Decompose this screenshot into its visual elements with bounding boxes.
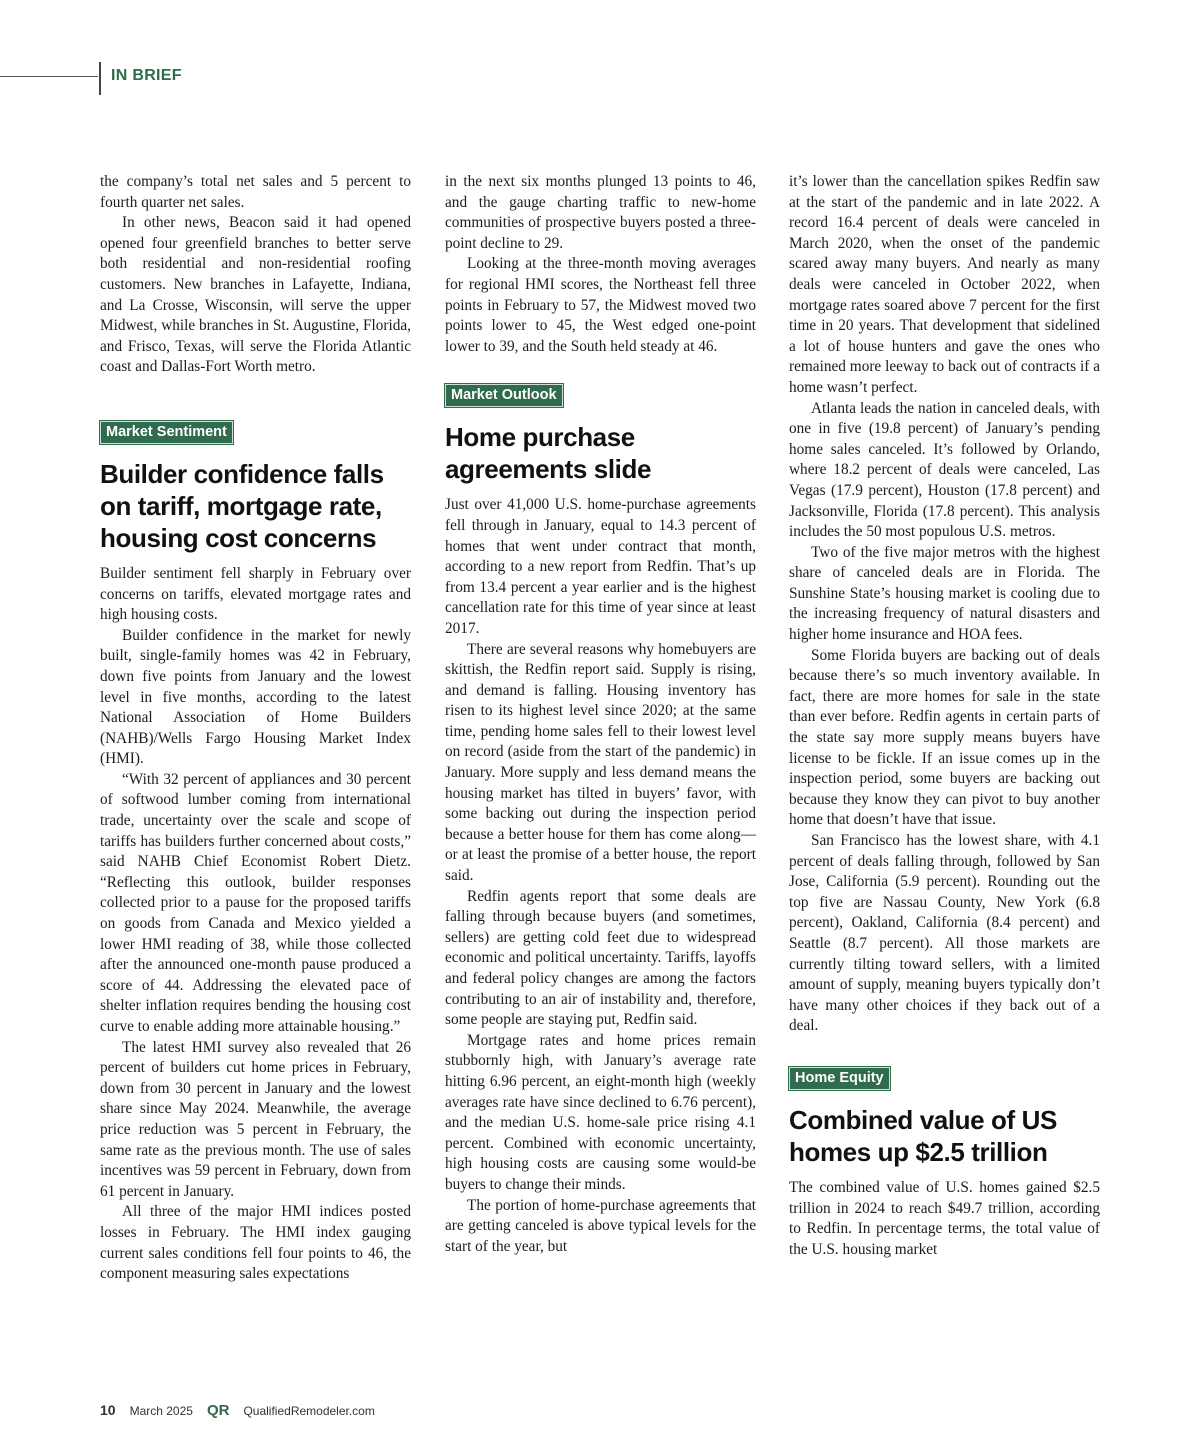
column-1 — [100, 172, 411, 1285]
paragraph: Some Florida buyers are backing out of deals because there’s so much inventory available. In fact, there are more homes for sale in the state than ever before. Redfin agents in certain parts of the state say more supply means buyers have license to be fickle. If an issue comes up in the inspection period, some buyers are backing out because they know they can pivot to buy another home that doesn’t have that issue. — [789, 646, 1100, 829]
paragraph: The portion of home-purchase agreements that are getting canceled is above typical levels for the start of the year, but — [445, 1196, 756, 1255]
paragraph: The combined value of U.S. homes gained $2.5 trillion in 2024 to reach $49.7 trillion, according to Redfin. In percentage terms, the total value of the U.S. housing market — [789, 1178, 1100, 1258]
paragraph: Two of the five major metros with the highest share of canceled deals are in Florida. The Sunshine State’s housing market is cooling due to the increasing frequency of natural disasters and higher home insurance and HOA fees. — [789, 543, 1100, 644]
paragraph: All three of the major HMI indices posted losses in February. The HMI index gauging current sales conditions fell four points to 46, the component measuring sales expectations — [100, 1203, 411, 1283]
paragraph: The latest HMI survey also revealed that 26 percent of builders cut home prices in February, down from 30 percent in January and the lowest share since May 2024. Meanwhile, the average price reduction was 5 percent in February, the same rate as the previous month. The use of sales incentives was 59 percent in February, down from 61 percent in January. — [100, 1038, 411, 1200]
paragraph: Looking at the three-month moving averages for regional HMI scores, the Northeast fell three points in February to 57, the Midwest moved two points lower to 45, the West edged one-point lower to 39, and the South held steady at 46. — [445, 255, 756, 355]
paragraph: In other news, Beacon said it had opened opened four greenfield branches to better serve both residential and non-residential roofing customers. New branches in Lafayette, Indiana, and La Crosse, Wisconsin, will serve the upper Midwest, while branches in St. Augustine, Florida, and Frisco, Texas, will serve the Florida Atlantic coast and Dallas-Fort Worth metro. — [100, 214, 412, 376]
paragraph: Atlanta leads the nation in canceled deals, with one in five (19.8 percent) of January’s pending home sales canceled. It’s followed by Orlando, where 18.2 percent of deals were canceled, Las Vegas (17.9 percent), Houston (17.8 percent) and Jacksonville, Florida (17.8 percent). This analysis includes the 50 most populous U.S. metros. — [789, 399, 1100, 541]
header-rule — [0, 76, 98, 77]
paragraph: Redfin agents report that some deals are falling through because buyers (and sometimes, sellers) are getting cold feet due to widespread economic and political uncertainty. Tariffs, layoffs and federal policy changes are among the factors contributing to an air of instability and, therefore, some people are staying put, Redfin said. — [445, 887, 756, 1029]
paragraph: Builder sentiment fell sharply in February over concerns on tariffs, elevated mortgage rates and high housing costs. — [100, 564, 411, 624]
paragraph: the company’s total net sales and 5 percent to fourth quarter net sales. — [100, 173, 411, 211]
header-divider — [99, 62, 101, 95]
paragraph: Builder confidence in the market for newly built, single-family homes was 42 in February, down five points from January and the lowest level in five months, according to the latest National Association of Home Builders (NAHB)/Wells Fargo Housing Market Index (HMI). — [100, 626, 411, 768]
category-tag: Market Sentiment — [100, 421, 233, 444]
category-tag: Home Equity — [789, 1067, 890, 1090]
website-link[interactable]: QualifiedRemodeler.com — [243, 1404, 375, 1418]
section-label: IN BRIEF — [111, 67, 182, 84]
magazine-logo: QR — [206, 1402, 230, 1419]
paragraph: “With 32 percent of appliances and 30 percent of softwood lumber coming from international trade, uncertainty over the scale and scope of tariffs has builders further concerned about costs,” said NAHB Chief Economist Robert Dietz. “Reflecting this outlook, builder responses collected prior to a pause for the proposed tariffs on goods from Canada and Mexico yielded a lower HMI reading of 38, while those collected after the announced one-month pause produced a score of 44. Addressing the elevated pace of shelter inflation requires bending the housing cost curve to enable adding more attainable housing.” — [100, 770, 411, 1035]
article-headline: Combined value of US homes up $2.5 trillion — [789, 1104, 1057, 1167]
column-2 — [445, 172, 756, 1257]
article-headline: Builder confidence falls on tariff, mortgage rate, housing cost concerns — [100, 458, 384, 553]
issue-date: March 2025 — [129, 1404, 193, 1418]
column-3 — [789, 172, 1100, 1260]
paragraph: There are several reasons why homebuyers are skittish, the Redfin report said. Supply is rising, and demand is falling. Housing inventory has risen to its highest level since 2020; at the same time, pending home sales fell to their lowest level on record (aside from the start of the pandemic) in January. More supply and less demand means the housing market has tilted in buyers’ favor, with some backing out during the inspection period because a better house for them has come along—or at least the promise of a better house, the report said. — [445, 640, 756, 885]
paragraph: it’s lower than the cancellation spikes Redfin saw at the start of the pandemic and in late 2022. A record 16.4 percent of deals were canceled in March 2020, when the onset of the pandemic scared away many buyers. And nearly as many deals were canceled in October 2022, when mortgage rates soared above 7 percent for the first time in 20 years. That development that sidelined a lot of house hunters and gave the ones who remained more leeway to back out of contracts if a home wasn’t perfect. — [789, 173, 1100, 396]
page-number: 10 — [100, 1402, 116, 1418]
category-tag: Market Outlook — [445, 384, 563, 407]
article-headline: Home purchase agreements slide — [445, 422, 652, 485]
paragraph: Mortgage rates and home prices remain stubbornly high, with January’s average rate hitting 6.96 percent, an eight-month high (weekly averages rate have since declined to 6.76 percent), and the median U.S. home-sale price rising 4.1 percent. Combined with economic uncertainty, high housing costs are causing some would-be buyers to change their minds. — [445, 1031, 756, 1193]
paragraph: in the next six months plunged 13 points to 46, and the gauge charting traffic to new-home communities of prospective buyers posted a three-point decline to 29. — [445, 173, 756, 252]
paragraph: Just over 41,000 U.S. home-purchase agreements fell through in January, equal to 14.3 percent of homes that went under contract that month, according to a new report from Redfin. That’s up from 13.4 percent a year earlier and is the highest cancellation rate for this time of year since at least 2017. — [445, 496, 756, 637]
paragraph: San Francisco has the lowest share, with 4.1 percent of deals falling through, followed by San Jose, California (5.9 percent). Rounding out the top five are Nassau County, New York (6.8 percent), Oakland, California (8.4 percent) and Seattle (8.7 percent). All those markets are currently tilting toward sellers, with a limited amount of supply, meaning buyers typically don’t have many other choices if they back out of a deal. — [789, 832, 1100, 1035]
page-footer — [100, 1402, 375, 1419]
